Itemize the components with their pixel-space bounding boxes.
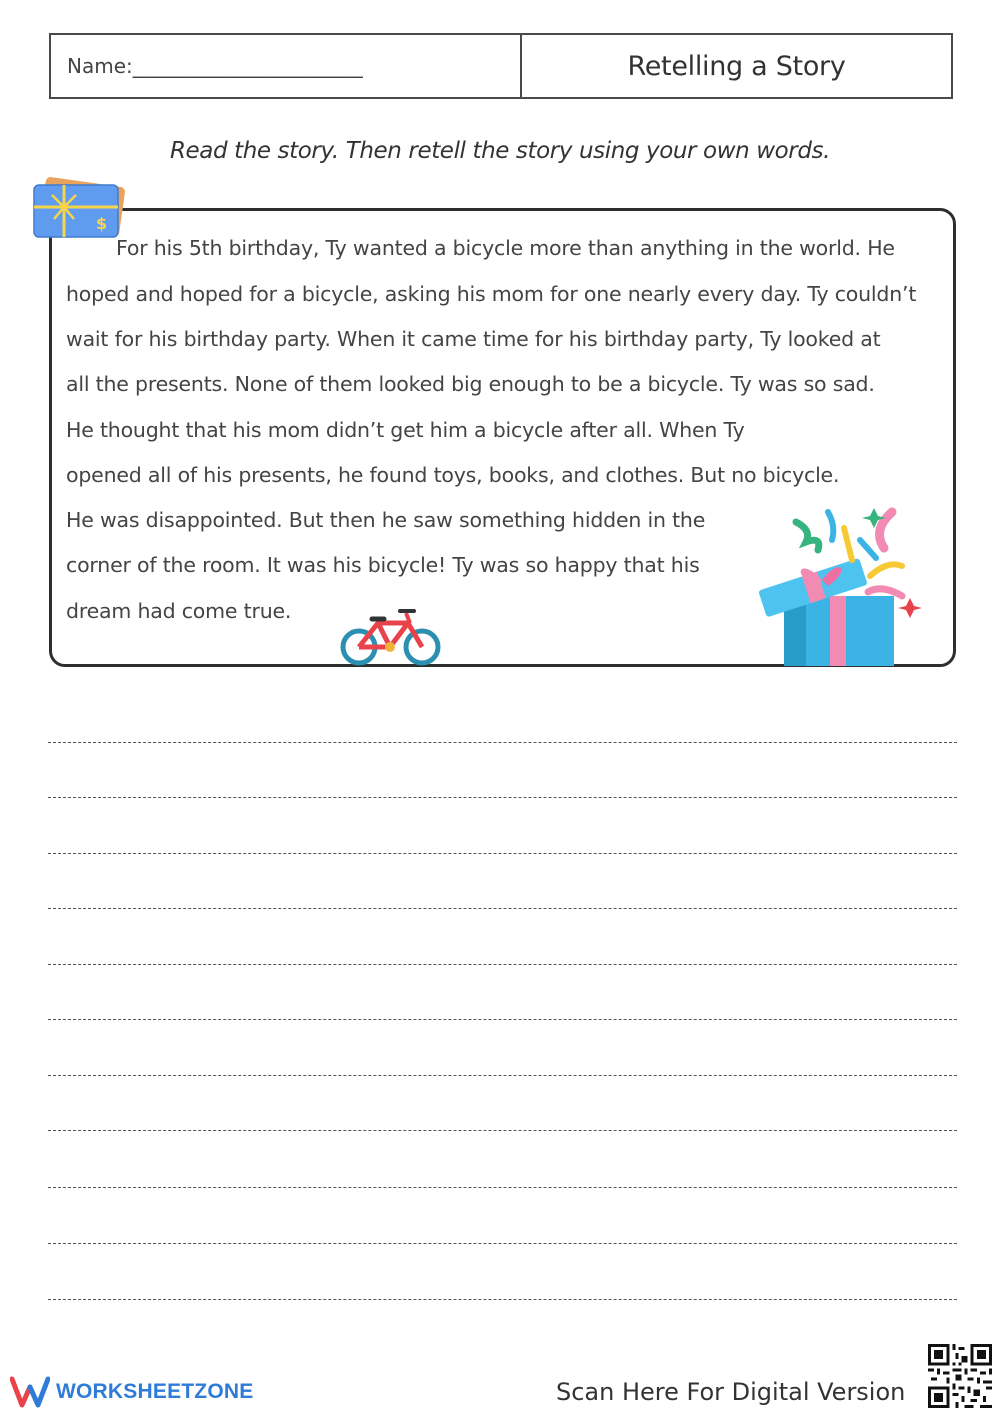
story-line: For his 5th birthday, Ty wanted a bicycle more than anything in the world. He — [116, 236, 895, 260]
svg-text:$: $ — [96, 214, 108, 233]
writing-line[interactable] — [48, 1019, 957, 1020]
instruction-text: Read the story. Then retell the story using your own words. — [169, 138, 831, 164]
story-line: corner of the room. It was his bicycle! Ty was so happy that his — [66, 553, 700, 577]
worksheet-header — [49, 33, 953, 99]
story-line: hoped and hoped for a bicycle, asking his mom for one nearly every day. Ty couldn’t — [66, 282, 917, 306]
story-line: He thought that his mom didn’t get him a bicycle after all. When Ty — [66, 418, 745, 442]
writing-line[interactable] — [48, 964, 957, 965]
qr-code-icon[interactable] — [928, 1344, 992, 1408]
logo-text: WORKSHEETZONE — [56, 1380, 254, 1403]
writing-line[interactable] — [48, 1075, 957, 1076]
gift-box-icon — [752, 500, 927, 668]
name-field[interactable]: Name:_______________________ — [51, 35, 522, 97]
story-line: all the presents. None of them looked big enough to be a bicycle. Ty was so sad. — [66, 372, 875, 396]
writing-line[interactable] — [48, 853, 957, 854]
writing-line[interactable] — [48, 908, 957, 909]
story-line: He was disappointed. But then he saw something hidden in the — [66, 508, 706, 532]
story-line: wait for his birthday party. When it came time for his birthday party, Ty looked at — [66, 327, 881, 351]
writing-line[interactable] — [48, 742, 957, 743]
writing-line[interactable] — [48, 1187, 957, 1188]
gift-card-icon — [28, 175, 126, 245]
bicycle-icon — [338, 603, 444, 667]
writing-line[interactable] — [48, 797, 957, 798]
worksheet-title: Retelling a Story — [627, 50, 846, 82]
worksheetzone-logo[interactable] — [10, 1375, 253, 1409]
writing-line[interactable] — [48, 1243, 957, 1244]
story-line: opened all of his presents, he found toys, books, and clothes. But no bicycle. — [66, 463, 840, 487]
story-line: dream had come true. — [66, 599, 292, 623]
logo-mark-icon — [10, 1375, 50, 1409]
writing-line[interactable] — [48, 1299, 957, 1300]
writing-line[interactable] — [48, 1130, 957, 1131]
scan-text: Scan Here For Digital Version — [556, 1378, 906, 1406]
